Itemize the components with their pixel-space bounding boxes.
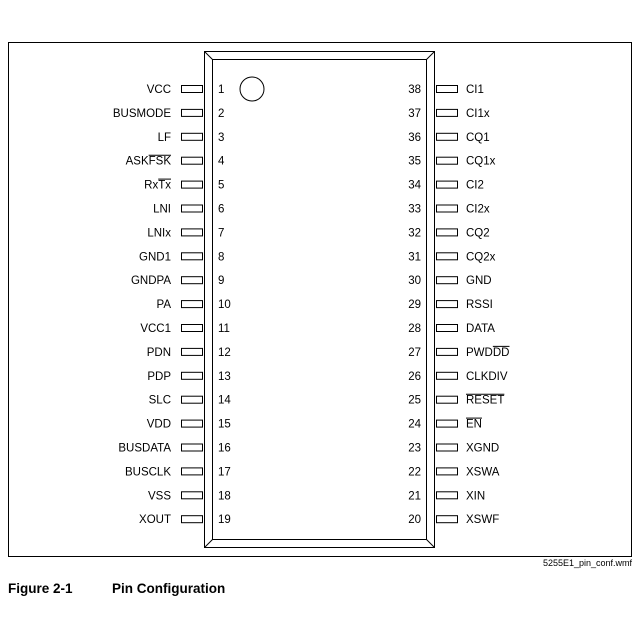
pin-number: 24 <box>408 418 421 431</box>
pin-lead <box>437 109 458 116</box>
pin-lead <box>437 277 458 284</box>
pin-label: XSWA <box>466 466 500 479</box>
pin-number: 35 <box>408 155 421 168</box>
pin-label: CQ1x <box>466 155 496 168</box>
pin-label: XOUT <box>139 514 171 527</box>
pin-label: XGND <box>466 442 500 455</box>
pin-lead <box>437 229 458 236</box>
pin-lead <box>437 348 458 355</box>
pin-label: GNDPA <box>130 275 171 288</box>
pin-label: CI1 <box>466 84 484 96</box>
pin-lead <box>182 229 203 236</box>
pin-number: 3 <box>218 131 225 144</box>
pin-number: 17 <box>218 466 231 479</box>
pin-lead <box>182 325 203 332</box>
pin-label: PA <box>156 299 171 312</box>
pin-lead <box>182 492 203 499</box>
pin-label: CQ2x <box>466 251 496 264</box>
pin-lead <box>182 301 203 308</box>
pin-number: 34 <box>408 179 421 192</box>
pin-number: 33 <box>408 203 421 216</box>
pin-number: 21 <box>408 490 421 503</box>
pin-number: 7 <box>218 227 225 240</box>
pin-lead <box>182 420 203 427</box>
pin-lead <box>437 157 458 164</box>
pin-number: 1 <box>218 84 225 96</box>
pin-label: VCC1 <box>140 323 171 335</box>
ic-package <box>205 52 435 548</box>
pin-number: 8 <box>218 251 225 264</box>
pin-label: BUSCLK <box>124 466 171 479</box>
figure-number: Figure 2-1 <box>8 581 73 596</box>
pin-lead <box>437 181 458 188</box>
pin-label: LNIx <box>147 227 171 240</box>
pin-number: 13 <box>218 370 231 383</box>
pin-label: ASKFSK <box>125 155 171 168</box>
pin-lead <box>182 133 203 140</box>
pin-lead <box>437 325 458 332</box>
pin-lead <box>182 277 203 284</box>
pin-number: 29 <box>408 299 421 312</box>
pin-label: PDN <box>146 346 171 359</box>
pin-lead <box>182 181 203 188</box>
pin-number: 16 <box>218 442 231 455</box>
pins <box>113 84 510 526</box>
file-label: 5255E1_pin_conf.wmf <box>542 558 632 568</box>
pin-label: CI2x <box>466 203 490 216</box>
pin-number: 25 <box>408 394 421 407</box>
pin-number: 10 <box>218 299 231 312</box>
pin-label: GND <box>466 275 492 288</box>
pin-lead <box>437 444 458 451</box>
pin-label: VSS <box>147 490 171 503</box>
pin1-marker <box>240 77 264 101</box>
pin-label: VCC <box>146 84 171 96</box>
pin-number: 14 <box>218 394 231 407</box>
package-inner-body <box>213 60 427 540</box>
pin-label: VDD <box>146 418 171 431</box>
pin-label: CLKDIV <box>466 370 508 383</box>
pin-label: CQ2 <box>466 227 490 240</box>
pin-label: EN <box>466 418 482 431</box>
pin-label: XSWF <box>466 514 500 527</box>
pin-label: RxTx <box>144 179 171 192</box>
pin-label: CI1x <box>466 107 490 120</box>
pin-lead <box>182 109 203 116</box>
pin-lead <box>182 348 203 355</box>
figure-caption <box>8 581 225 596</box>
pin-number: 27 <box>408 346 421 359</box>
pin-lead <box>182 157 203 164</box>
pin-number: 32 <box>408 227 421 240</box>
pin-lead <box>182 396 203 403</box>
pin-number: 9 <box>218 275 225 288</box>
pin-number: 11 <box>218 323 230 335</box>
pin-lead <box>437 492 458 499</box>
pin-lead <box>182 253 203 260</box>
pin-lead <box>437 468 458 475</box>
pin-label: BUSDATA <box>118 442 171 455</box>
pin-lead <box>437 372 458 379</box>
pin-lead <box>182 205 203 212</box>
pin-label: GND1 <box>139 251 171 264</box>
pin-label: SLC <box>148 394 171 407</box>
package-outer-body <box>205 52 435 548</box>
pin-number: 28 <box>408 323 421 335</box>
pin-number: 5 <box>218 179 225 192</box>
pin-number: 26 <box>408 370 421 383</box>
pin-number: 12 <box>218 346 231 359</box>
pin-lead <box>437 420 458 427</box>
pin-number: 4 <box>218 155 225 168</box>
pin-lead <box>437 86 458 93</box>
pin-lead <box>182 516 203 523</box>
pin-lead <box>437 133 458 140</box>
figure-frame <box>9 43 632 557</box>
pin-label: PDP <box>147 370 171 383</box>
pin-label: LNI <box>153 203 171 216</box>
pin-lead <box>437 301 458 308</box>
pin-number: 2 <box>218 107 225 120</box>
pin-number: 6 <box>218 203 225 216</box>
pin-lead <box>437 396 458 403</box>
pin-number: 37 <box>408 107 421 120</box>
pin-number: 30 <box>408 275 421 288</box>
pin-number: 19 <box>218 514 231 527</box>
pin-label: CI2 <box>466 179 484 192</box>
pin-label: BUSMODE <box>112 107 171 120</box>
pin-lead <box>437 205 458 212</box>
pin-number: 38 <box>408 84 421 96</box>
pin-number: 36 <box>408 131 421 144</box>
pin-lead <box>437 253 458 260</box>
pin-number: 15 <box>218 418 231 431</box>
pin-lead <box>182 86 203 93</box>
pin-number: 23 <box>408 442 421 455</box>
pin-label: RSSI <box>466 299 493 312</box>
pin-label: CQ1 <box>466 131 490 144</box>
pin-number: 31 <box>408 251 421 264</box>
pin-label: LF <box>157 131 171 144</box>
figure-title: Pin Configuration <box>112 581 226 596</box>
pin-lead <box>182 444 203 451</box>
pin-label: RESET <box>466 394 505 407</box>
pin-number: 18 <box>218 490 231 503</box>
pin-label: XIN <box>466 490 486 503</box>
pin-label: PWDDD <box>466 346 510 359</box>
pin-number: 22 <box>408 466 421 479</box>
pin-label: DATA <box>466 323 495 335</box>
pin-lead <box>182 372 203 379</box>
pin-lead <box>182 468 203 475</box>
pin-lead <box>437 516 458 523</box>
pin-number: 20 <box>408 514 421 527</box>
